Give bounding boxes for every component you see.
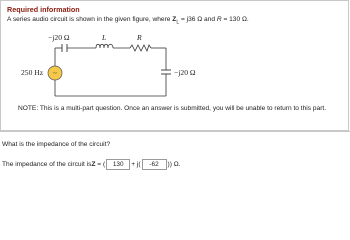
circuit-diagram (1, 27, 350, 99)
plus-j-text: + j( (131, 161, 141, 168)
z-symbol: Z (91, 161, 96, 168)
inductor-label: L (102, 33, 107, 42)
resistor-zigzag (130, 45, 151, 51)
r-symbol: R (216, 16, 222, 23)
answer-close-unit: )) Ω. (167, 161, 181, 168)
zl-symbol: Z (172, 16, 177, 23)
multi-part-note: NOTE: This is a multi-part question. Once an answer is submitted, you will be unable to return to this part. (18, 105, 327, 112)
divider (0, 131, 350, 132)
prompt-text-end: = 130 Ω. (221, 16, 249, 23)
prompt-text-before: A series audio circuit is shown in the given figure, where (7, 16, 173, 23)
cap2-label: −j20 Ω (174, 68, 196, 77)
section-title: Required information (7, 5, 80, 14)
cap1-label: −j20 Ω (48, 33, 70, 42)
source-frequency-label: 250 Hz (21, 68, 44, 77)
resistor-label: R (137, 33, 142, 42)
capacitor-2 (161, 70, 171, 74)
inductor-coil (96, 44, 113, 48)
answer-eq-open: = ( (95, 161, 106, 168)
capacitor-1 (62, 44, 67, 52)
zl-subscript: L (176, 19, 180, 26)
ac-source-symbol: ~ (53, 69, 57, 78)
real-part-input[interactable]: 130 (106, 159, 130, 170)
answer-line (2, 159, 181, 170)
problem-statement (7, 16, 249, 25)
imaginary-part-input[interactable]: -62 (142, 159, 167, 170)
answer-prefix: The impedance of the circuit is (2, 161, 92, 168)
question-text: What is the impedance of the circuit? (2, 141, 111, 148)
prompt-text-mid: = j36 Ω and (179, 16, 217, 23)
